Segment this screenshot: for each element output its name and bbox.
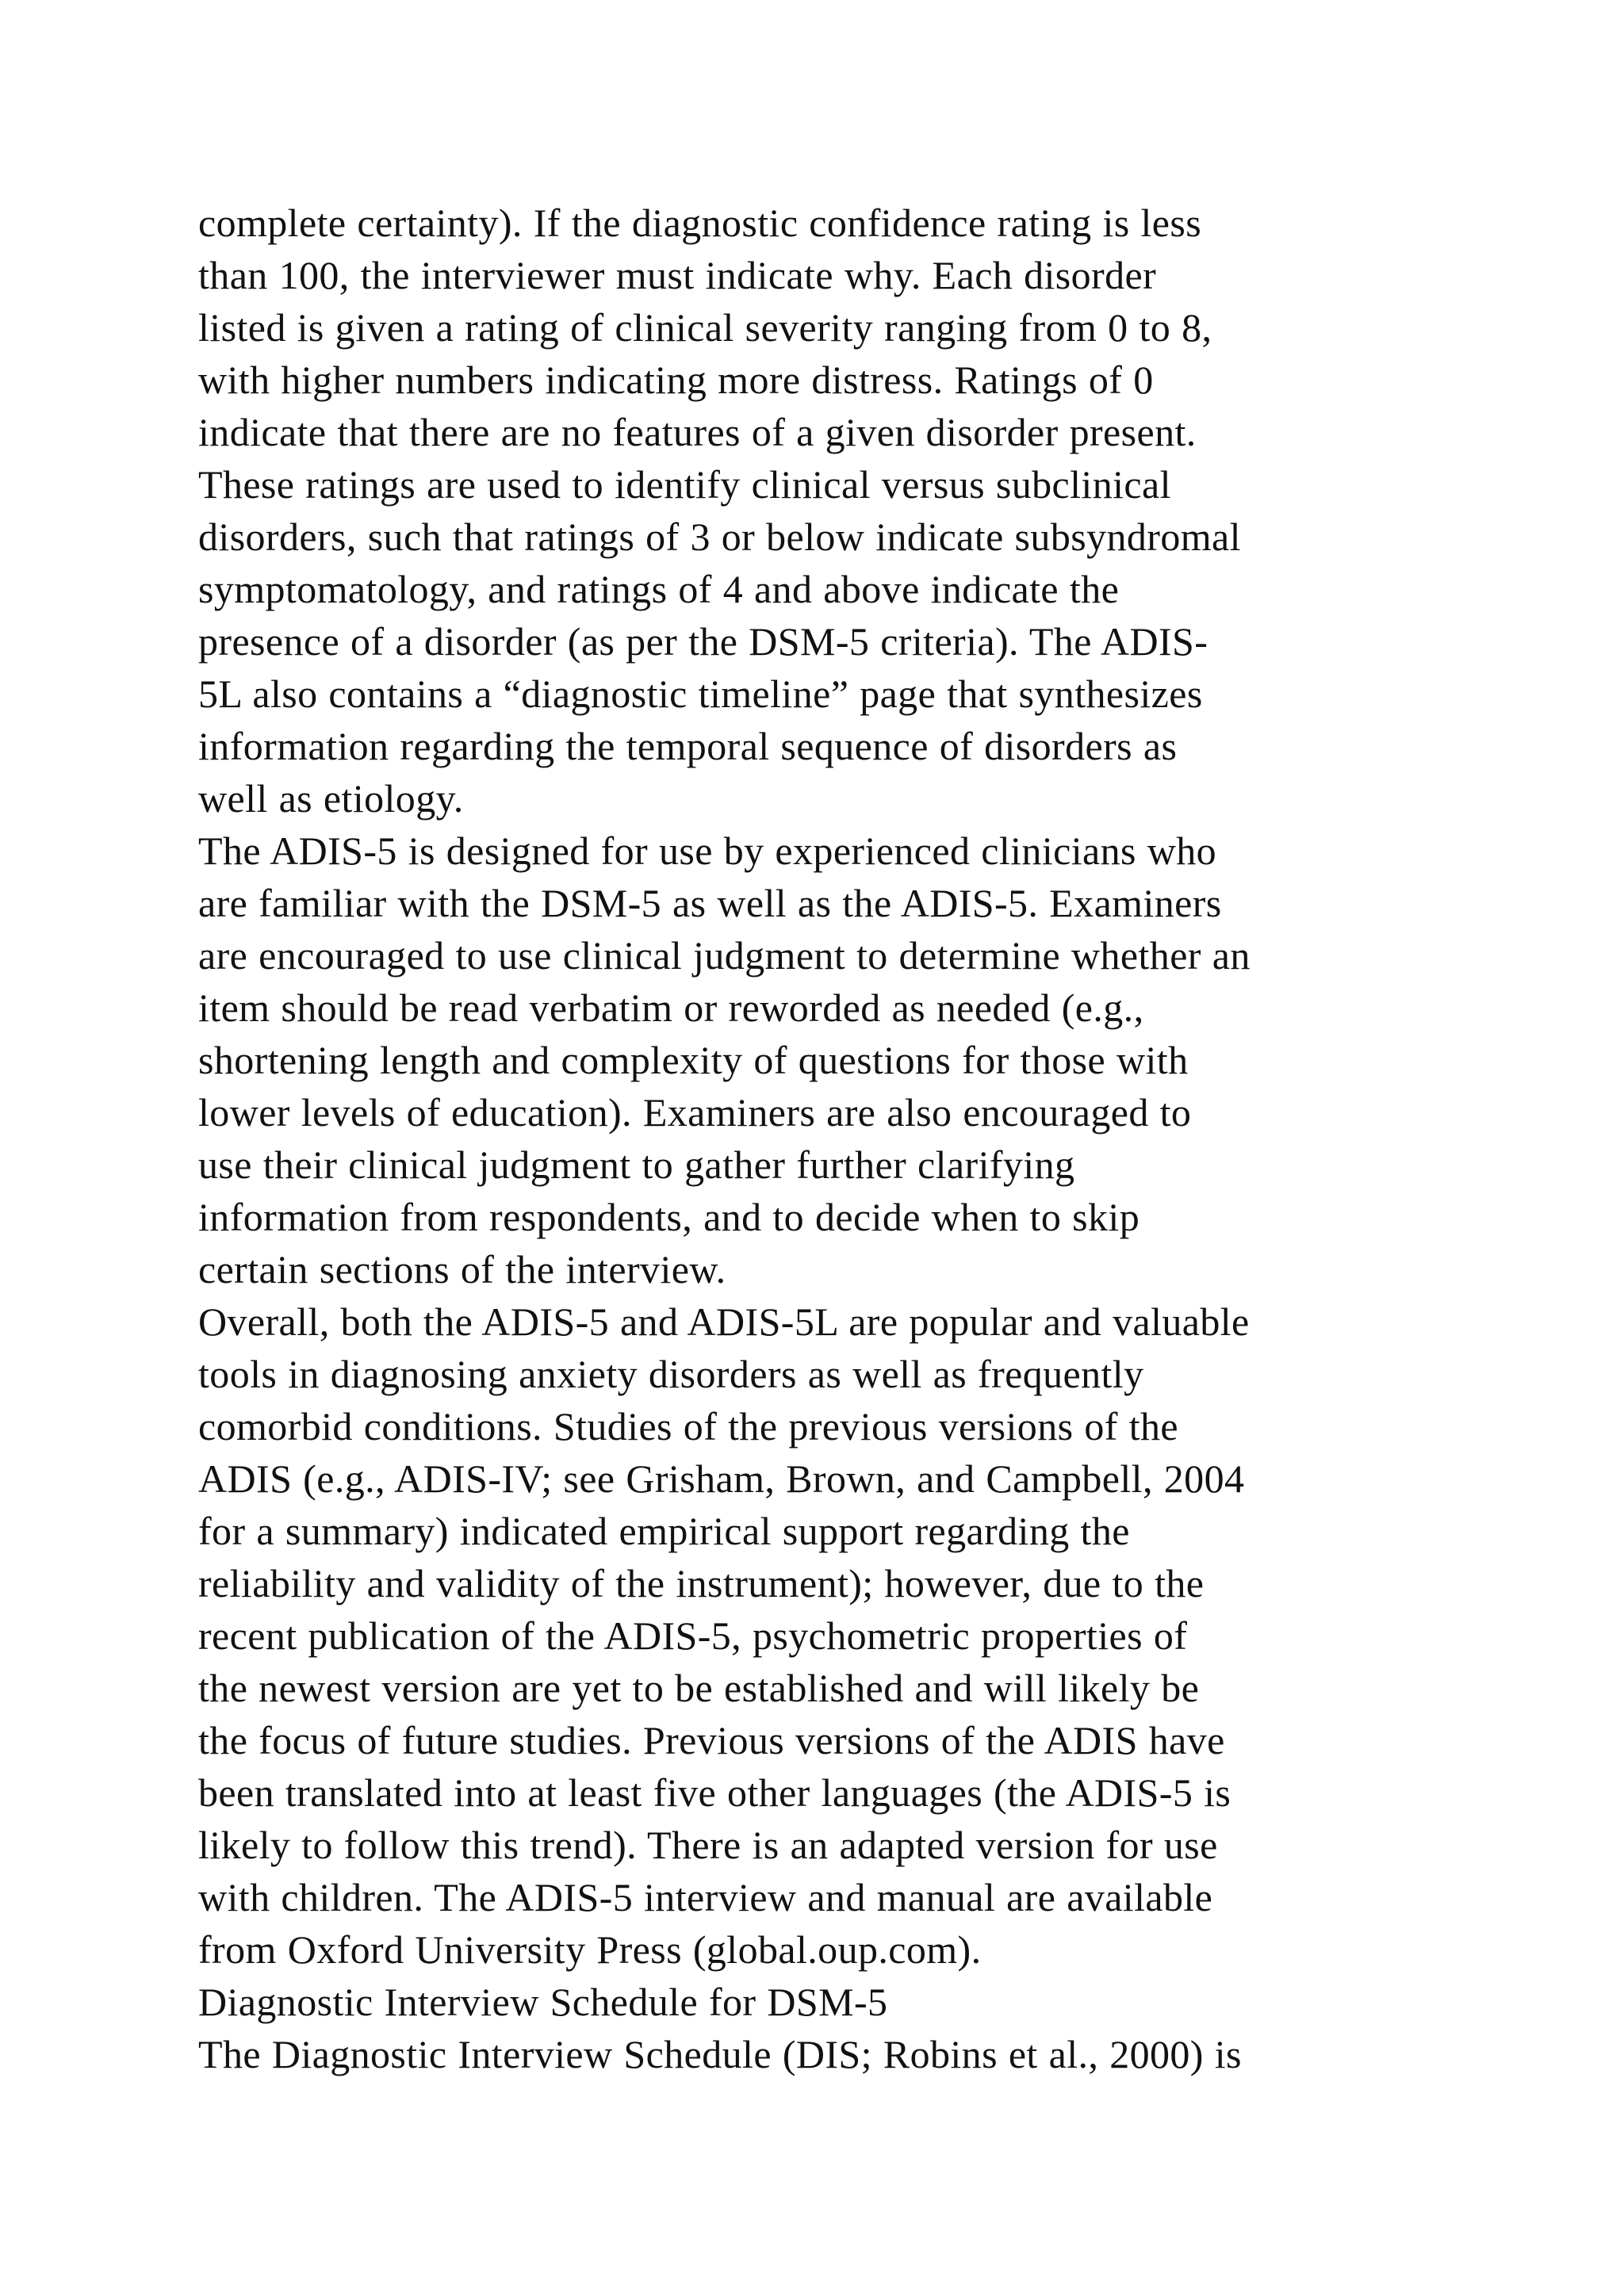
text-line: lower levels of education). Examiners are also encouraged to: [198, 1090, 1192, 1135]
text-line: well as etiology.: [198, 776, 464, 821]
text-line: tools in diagnosing anxiety disorders as well as frequently: [198, 1352, 1144, 1396]
text-line: disorders, such that ratings of 3 or below indicate subsyndromal: [198, 515, 1241, 559]
text-line: use their clinical judgment to gather further clarifying: [198, 1142, 1075, 1187]
section-heading: Diagnostic Interview Schedule for DSM-5: [198, 1980, 888, 2024]
text-line: information regarding the temporal sequence of disorders as: [198, 724, 1178, 768]
text-line: shortening length and complexity of questions for those with: [198, 1038, 1189, 1082]
text-line: with higher numbers indicating more distress. Ratings of 0: [198, 358, 1154, 402]
text-line: information from respondents, and to decide when to skip: [198, 1195, 1140, 1239]
text-line: the newest version are yet to be established and will likely be: [198, 1666, 1200, 1710]
text-line: with children. The ADIS-5 interview and manual are available: [198, 1875, 1213, 1919]
text-line: for a summary) indicated empirical support regarding the: [198, 1509, 1130, 1553]
text-line: indicate that there are no features of a given disorder present.: [198, 410, 1197, 454]
text-line: The Diagnostic Interview Schedule (DIS; Robins et al., 2000) is: [198, 2032, 1242, 2076]
text-line: Overall, both the ADIS-5 and ADIS-5L are popular and valuable: [198, 1299, 1250, 1344]
text-line: presence of a disorder (as per the DSM-5 criteria). The ADIS-: [198, 619, 1208, 664]
text-line: been translated into at least five other languages (the ADIS-5 is: [198, 1770, 1231, 1815]
text-line: than 100, the interviewer must indicate why. Each disorder: [198, 253, 1157, 297]
text-line: comorbid conditions. Studies of the previous versions of the: [198, 1404, 1179, 1448]
text-line: These ratings are used to identify clinical versus subclinical: [198, 462, 1171, 507]
text-line: certain sections of the interview.: [198, 1247, 726, 1292]
text-line: listed is given a rating of clinical severity ranging from 0 to 8,: [198, 305, 1212, 350]
text-line: ADIS (e.g., ADIS-IV; see Grisham, Brown, and Campbell, 2004: [198, 1456, 1245, 1501]
text-line: the focus of future studies. Previous versions of the ADIS have: [198, 1718, 1225, 1762]
text-line: likely to follow this trend). There is an adapted version for use: [198, 1823, 1218, 1867]
text-line: complete certainty). If the diagnostic confidence rating is less: [198, 201, 1202, 245]
body-text: [198, 197, 1562, 2080]
text-line: The ADIS-5 is designed for use by experienced clinicians who: [198, 828, 1217, 873]
text-line: are familiar with the DSM-5 as well as the ADIS-5. Examiners: [198, 881, 1222, 925]
text-line: recent publication of the ADIS-5, psychometric properties of: [198, 1613, 1188, 1658]
text-line: symptomatology, and ratings of 4 and above indicate the: [198, 567, 1120, 611]
text-line: item should be read verbatim or reworded as needed (e.g.,: [198, 985, 1144, 1030]
text-line: from Oxford University Press (global.oup.com).: [198, 1927, 982, 1972]
text-line: are encouraged to use clinical judgment to determine whether an: [198, 933, 1251, 978]
text-line: 5L also contains a “diagnostic timeline” page that synthesizes: [198, 672, 1203, 716]
text-line: reliability and validity of the instrument); however, due to the: [198, 1561, 1205, 1605]
